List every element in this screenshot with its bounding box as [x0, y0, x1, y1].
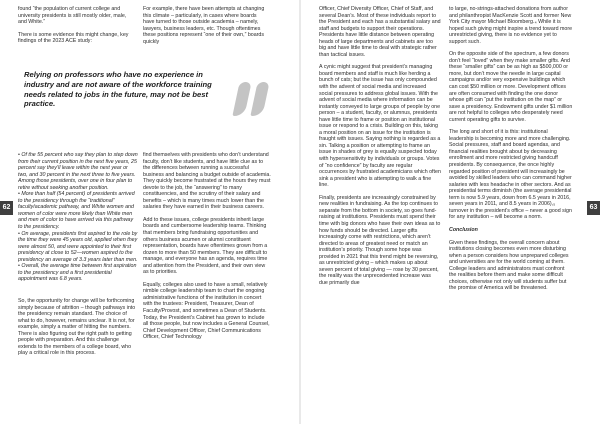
list-item: • More than half (54 percent) of presidents arrived to the presidency through the “traditional” faculty/academic pathway, and White women and women of color were more likely than White men and men of color to have arrived via this pathway to the presidency. — [18, 191, 135, 231]
paragraph: A cynic might suggest that president’s managing board members and staff is much like herding a bunch of cats; but the issue has only compounded with the advent of social media and increased social pressures to address global issues. With the advent of social media where information can be instantly conveyed to large groups of people by one person – a student, faculty, or alumnus, presidents have little time to frame or position an institutional issue or respond to a crisis. Building on this, taking a moral position on an issue for the institution is fraught with issues. Saying nothing is regarded as a sin. Talking a position or attempting to frame an issue in shades of grey is equally suspected today with hypersensitivity by individuals or groups. Votes of “no confidence” by faculty are regular occurrences by frustrated academicians which often sink a president who is attempting to walk a fine line. — [319, 64, 441, 189]
paragraph: found “the population of current college and university presidents is still mostly older, male, and White.” — [18, 6, 127, 26]
paragraph: So, the opportunity for change will be forthcoming simply because of attrition – though pathways into the presidency remain standard. The choice of what to do, however, remains unclear. It is not, for example, simply a matter of hitting the numbers. There is also figuring out the right path to getting people with preparation. And this challenge extends to the members of a college board, who play a critical role in this process. — [18, 298, 136, 357]
paragraph: There is some evidence this might change, key findings of the 2023 ACE study: — [18, 31, 129, 45]
left-col1-top — [18, 6, 136, 64]
left-page — [0, 0, 299, 424]
paragraph: Finally, presidents are increasingly constrained by new realities in fundraising. As the top continues to separate from the bottom in society, so goes fund-raising at institutions. Presidents must spend their time with big donors who have their own ideas as to how funds should be directed. Larger gifts increasingly come with restrictions, which aren’t directed to areas of greatest need or match an institution’s priority. Though some hope was provided in 2021 that this trend might be reversing, as unrestricted giving – which makes up about seven percent of total giving — rose by 30 percent, the reality was the unprecedented increase was due primarily due — [319, 194, 441, 286]
paragraph: Given these findings, the overall concern about institutions closing becomes even more disturbing when a person considers how unprepared colleges and universities are for the world coming at them. College leaders and administrators must confront the realities before them and make some difficult choices, otherwise not only will students suffer but the promise of America will be threatened. — [449, 239, 569, 292]
conclusion-heading: Conclusion — [449, 226, 478, 233]
pull-quote: Relying on professors who have no experience in industry and are not aware of the workforce training needs related to jobs in the future, may not be best practice. — [24, 70, 212, 109]
right-page — [301, 0, 600, 424]
paragraph: Equally, colleges also used to have a small, relatively nimble college leadership team to chart the ongoing administrative functions of the institution in concert with the trustees: President, Treasurer, Dean of Faculty/Provost, and sometimes a Dean of Students. Today, the President’s Cabinet has grown to include all those people, but now includes a General Counsel, Chief Development Officer, Chief Communications Officer, Chief Technology — [143, 281, 270, 341]
list-item: • On average, presidents first aspired to the role by the time they were 45 years old, applied when they were almost 50, and were appointed to their first presidency at close to 52—women aspired to the presidency an average of 3.3 years later than men. — [18, 230, 138, 263]
list-item: • Overall, the average time between first aspiration to the presidency and a first presidential appointment was 6.8 years. — [18, 263, 137, 283]
list-item: • Of the 55 percent who say they plan to step down from their current position in the next five years, 25 percent say they’ll leave within the next year or two, and 30 percent in the next three to five years. Among those presidents, over one in four plan to retire without seeking another position. — [18, 152, 138, 191]
page-number: 62 — [0, 201, 13, 215]
right-col1 — [319, 6, 441, 420]
left-col1-bottom — [18, 298, 138, 420]
paragraph: On the opposite side of the spectrum, a few donors don’t feel “loved” when they make smaller gifts. And these “smaller gifts” can be as high as $500,000 or more, but don’t move the needle in large capital campaigns and/or very expensive buildings which can cost $50 million or more. Development offices are often consumed with finding the one donor whose gift can “put the institution on the map” or save a presidency. Endowment gifts under $1 million are not helpful to colleges who desperately need current operating gifts to survive. — [449, 51, 573, 123]
left-col2-top — [143, 6, 269, 64]
paragraph: Officer, Chief Diversity Officer, Chief of Staff, and several Dean’s. Most of these individuals report to the President and each has a substantial salary and staff and budgets to support their operations. Presidents have little distance between operating heads of large departments and cabinets are too big and have little time to deal with strategic rather than tactical issues. — [319, 6, 441, 58]
quote-mark-icon — [230, 82, 274, 116]
findings-list — [18, 152, 138, 294]
paragraph: Add to these issues, college presidents inherit large boards and cumbersome leadership teams. Thinking that members bring fundraising opportunities and others business acumen or alumni constituent representation, boards have oftentimes grown from a dozen to more than 50 members. They are difficult to manage, and everyone has an agenda, requires time and attention from the President, and their own view as to priorities. — [143, 216, 268, 276]
left-col2-bottom — [143, 152, 271, 420]
paragraph: For example, there have been attempts at changing this climate – particularly, in cases where boards have turned to those outside academia – namely, lawyers, business leaders, etc. Though oftentimes these positions represent “one of their own,” boards quickly — [143, 6, 265, 45]
paragraph: to large, no-strings-attached donations from author and philanthropist MacKenzie Scott and former New York City mayor Michael Bloomberg.₄ While it is hoped such giving might inspire a trend toward more unrestricted giving, there is no evidence yet to support such. — [449, 6, 573, 45]
paragraph: find themselves with presidents who don’t understand faculty, don’t like students, and have little clue as to the differences between running a successful business and balancing a budget outside of academia. They quickly become frustrated at the hours they must devote to the job, the “answering” to many constituencies, and the scrutiny of their salary and benefits – which is many times much lower than the salaries they have earned in their business careers. — [143, 152, 271, 211]
paragraph: The long and short of it is this: institutional leadership is becoming more and more challenging. Social pressures, staff and board agendas, and financial realities brought about by decreasing enrollment and more restricted giving handcuff presidents. By consequence, the once highly regarded position of president will increasingly be avoided by skilled leaders who can command higher salaries with less headache in other sectors. And as presidential terms diminish (the average presidential term is now 5.9 years, down from 6.5 years in 2016, seven years in 2011, and 8.5 years in 2006),₅ turnover in the president’s office – never a good sign for any institution – will become a norm. — [449, 129, 572, 221]
page-number: 63 — [587, 201, 600, 215]
right-col2 — [449, 6, 573, 420]
